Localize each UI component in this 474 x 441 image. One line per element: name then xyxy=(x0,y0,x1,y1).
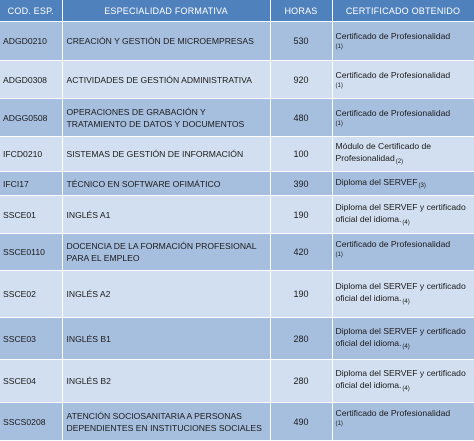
course-hours: 100 xyxy=(270,137,332,172)
table-row xyxy=(0,137,474,172)
certificate-text: Módulo de Certificado de Profesionalidad xyxy=(335,141,432,163)
certificate-note: (4) xyxy=(402,219,410,226)
table-row xyxy=(0,99,474,137)
certificate-text: Diploma del SERVEF y certificado oficial del idioma. xyxy=(335,325,466,348)
certificate-text: Certificado de Profesionalidad xyxy=(335,69,451,80)
course-certificate xyxy=(332,360,474,403)
course-hours: 920 xyxy=(270,61,332,99)
course-name: DOCENCIA DE LA FORMACIÓN PROFESIONAL PARA EL EMPLEO xyxy=(62,234,270,271)
course-code: ADGD0308 xyxy=(0,61,62,99)
course-name: INGLÉS A2 xyxy=(62,271,270,318)
course-hours: 280 xyxy=(270,318,332,360)
course-hours: 390 xyxy=(270,172,332,196)
certificate-note: (2) xyxy=(395,159,404,165)
header-specialty: ESPECIALIDAD FORMATIVA xyxy=(62,0,270,22)
course-name: TÉCNICO EN SOFTWARE OFIMÁTICO xyxy=(62,172,270,196)
table-body xyxy=(0,22,474,441)
course-certificate xyxy=(332,403,474,441)
course-certificate xyxy=(332,99,474,137)
course-name: INGLÉS A1 xyxy=(62,196,270,234)
table-row xyxy=(0,234,474,271)
certificate-text: Diploma del SERVEF xyxy=(335,176,418,187)
table-row xyxy=(0,172,474,196)
course-certificate xyxy=(332,318,474,360)
course-code: SSCE0110 xyxy=(0,234,62,271)
certificate-note: (4) xyxy=(402,386,410,392)
course-name: OPERACIONES DE GRABACIÓN Y TRATAMIENTO DE DATOS Y DOCUMENTOS xyxy=(62,99,270,137)
course-code: ADGD0210 xyxy=(0,22,62,61)
course-certificate xyxy=(332,172,474,196)
table-row xyxy=(0,22,474,61)
certificate-text: Certificado de Profesionalidad xyxy=(335,31,451,41)
table-header xyxy=(0,0,474,22)
table-row xyxy=(0,360,474,403)
course-certificate xyxy=(332,137,474,172)
certificate-note: (1) xyxy=(335,120,343,127)
course-hours: 190 xyxy=(270,271,332,318)
table-row xyxy=(0,61,474,99)
header-hours: HORAS xyxy=(270,0,332,22)
certificate-note: (1) xyxy=(335,421,343,427)
course-code: ADGG0508 xyxy=(0,99,62,137)
certificate-note: (1) xyxy=(335,44,343,50)
course-name: INGLÉS B1 xyxy=(62,318,270,360)
course-code: IFCD0210 xyxy=(0,137,62,172)
certificate-note: (4) xyxy=(402,343,410,350)
course-hours: 420 xyxy=(270,234,332,271)
table-row xyxy=(0,271,474,318)
course-name: ATENCIÓN SOCIOSANITARIA A PERSONAS DEPENDIENTES EN INSTITUCIONES SOCIALES xyxy=(62,403,270,441)
course-hours: 280 xyxy=(270,360,332,403)
certificate-text: Certificado de Profesionalidad xyxy=(335,239,451,249)
certificate-text: Diploma del SERVEF y certificado oficial del idioma. xyxy=(335,368,466,390)
course-hours: 480 xyxy=(270,99,332,137)
course-code: IFCI17 xyxy=(0,172,62,196)
course-certificate xyxy=(332,271,474,318)
course-code: SSCE02 xyxy=(0,271,62,318)
course-name: SISTEMAS DE GESTIÓN DE INFORMACIÓN xyxy=(62,137,270,172)
course-certificate xyxy=(332,196,474,234)
course-certificate xyxy=(332,61,474,99)
certificate-note: (1) xyxy=(335,252,343,258)
certificate-text: Certificado de Profesionalidad xyxy=(335,107,451,118)
table-row xyxy=(0,196,474,234)
course-code: SSCE01 xyxy=(0,196,62,234)
certificate-note: (4) xyxy=(402,299,410,305)
certificate-note: (3) xyxy=(418,182,426,189)
course-name: CREACIÓN Y GESTIÓN DE MICROEMPRESAS xyxy=(62,22,270,61)
certificate-note: (1) xyxy=(335,82,343,89)
course-hours: 530 xyxy=(270,22,332,61)
header-certificate: CERTIFICADO OBTENIDO xyxy=(332,0,474,22)
course-hours: 190 xyxy=(270,196,332,234)
header-row xyxy=(0,0,474,22)
course-hours: 490 xyxy=(270,403,332,441)
course-certificate xyxy=(332,22,474,61)
header-code: COD. ESP. xyxy=(0,0,62,22)
certificate-text: Diploma del SERVEF y certificado oficial del idioma. xyxy=(335,281,466,303)
certificate-text: Certificado de Profesionalidad xyxy=(335,408,451,418)
table-row xyxy=(0,403,474,441)
course-code: SSCE03 xyxy=(0,318,62,360)
certificate-text: Diploma del SERVEF y certificado oficial del idioma. xyxy=(335,201,466,224)
course-code: SSCS0208 xyxy=(0,403,62,441)
course-name: INGLÉS B2 xyxy=(62,360,270,403)
course-certificate xyxy=(332,234,474,271)
table-row xyxy=(0,318,474,360)
course-code: SSCE04 xyxy=(0,360,62,403)
course-name: ACTIVIDADES DE GESTIÓN ADMINISTRATIVA xyxy=(62,61,270,99)
